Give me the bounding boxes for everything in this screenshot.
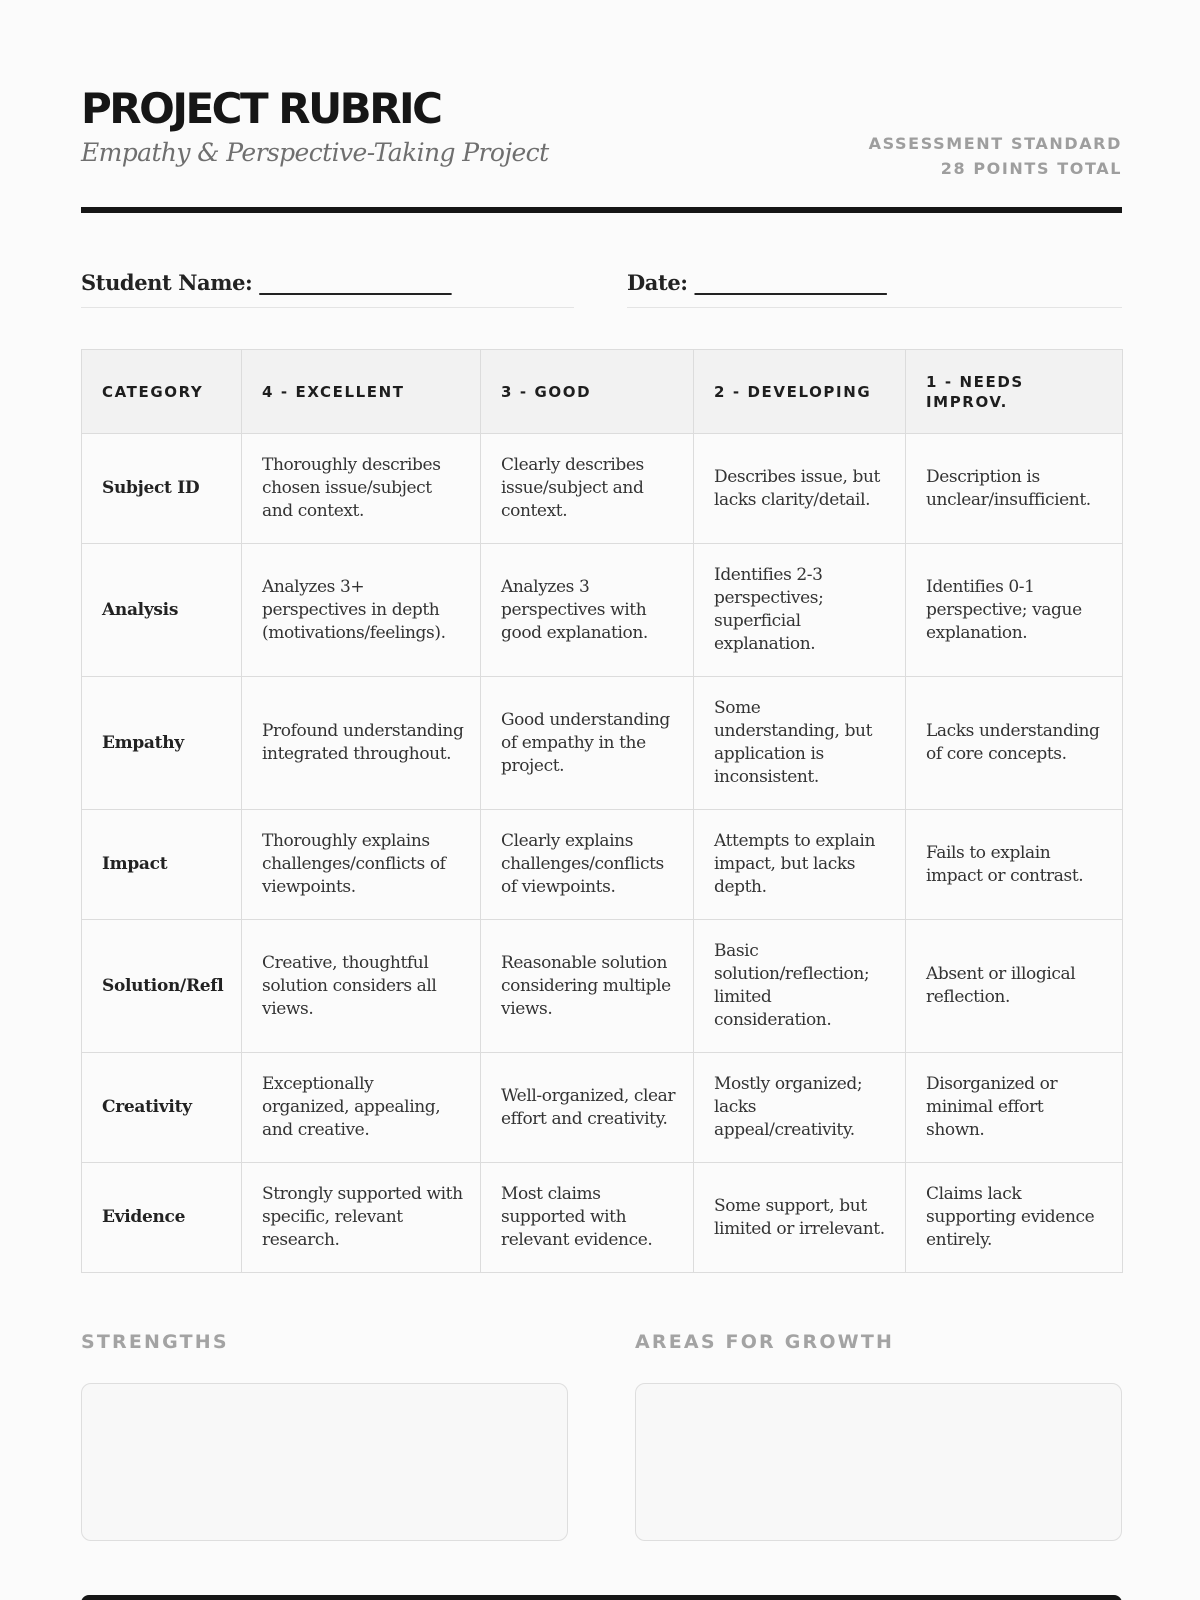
- header-category: CATEGORY: [82, 350, 242, 434]
- student-name-label: Student Name: ___________________: [81, 270, 452, 295]
- excellent-cell: Thoroughly explains challenges/conflicts of viewpoints.: [242, 810, 481, 920]
- good-cell: Well-organized, clear effort and creativity.: [481, 1053, 694, 1163]
- developing-cell: Mostly organized; lacks appeal/creativity.: [694, 1053, 906, 1163]
- good-cell: Most claims supported with relevant evidence.: [481, 1163, 694, 1273]
- table-row: [82, 920, 1123, 1053]
- developing-cell: Basic solution/reflection; limited consideration.: [694, 920, 906, 1053]
- excellent-cell: Analyzes 3+ perspectives in depth (motivations/feelings).: [242, 544, 481, 677]
- growth-box[interactable]: [635, 1383, 1122, 1541]
- footer-bar: [81, 1595, 1122, 1600]
- excellent-cell: Creative, thoughtful solution considers all views.: [242, 920, 481, 1053]
- table-row: [82, 1053, 1123, 1163]
- table-row: [82, 434, 1123, 544]
- header-needs-improvement: 1 - NEEDS IMPROV.: [906, 350, 1123, 434]
- needs-improvement-cell: Disorganized or minimal effort shown.: [906, 1053, 1123, 1163]
- needs-improvement-cell: Lacks understanding of core concepts.: [906, 677, 1123, 810]
- assessment-standard: [869, 131, 1122, 181]
- good-cell: Reasonable solution considering multiple views.: [481, 920, 694, 1053]
- category-cell: Impact: [82, 810, 242, 920]
- page-subtitle: Empathy & Perspective-Taking Project: [81, 138, 549, 167]
- excellent-cell: Strongly supported with specific, relevant research.: [242, 1163, 481, 1273]
- header-divider: [81, 207, 1122, 213]
- good-cell: Good understanding of empathy in the project.: [481, 677, 694, 810]
- needs-improvement-cell: Fails to explain impact or contrast.: [906, 810, 1123, 920]
- developing-cell: Some understanding, but application is inconsistent.: [694, 677, 906, 810]
- good-cell: Clearly explains challenges/conflicts of viewpoints.: [481, 810, 694, 920]
- assessment-standard-label: ASSESSMENT STANDARD: [868, 134, 1122, 153]
- needs-improvement-cell: Absent or illogical reflection.: [906, 920, 1123, 1053]
- category-cell: Evidence: [82, 1163, 242, 1273]
- developing-cell: Describes issue, but lacks clarity/detail.: [694, 434, 906, 544]
- category-cell: Empathy: [82, 677, 242, 810]
- strengths-label: STRENGTHS: [81, 1331, 229, 1353]
- strengths-box[interactable]: [81, 1383, 568, 1541]
- category-cell: Subject ID: [82, 434, 242, 544]
- needs-improvement-cell: Claims lack supporting evidence entirely.: [906, 1163, 1123, 1273]
- good-cell: Clearly describes issue/subject and context.: [481, 434, 694, 544]
- header-excellent: 4 - EXCELLENT: [242, 350, 481, 434]
- rubric-header-row: [82, 350, 1123, 434]
- needs-improvement-cell: Identifies 0-1 perspective; vague explanation.: [906, 544, 1123, 677]
- developing-cell: Attempts to explain impact, but lacks depth.: [694, 810, 906, 920]
- developing-cell: Some support, but limited or irrelevant.: [694, 1163, 906, 1273]
- category-cell: Analysis: [82, 544, 242, 677]
- page-title: PROJECT RUBRIC: [81, 84, 441, 133]
- header: [81, 84, 1122, 178]
- date-label: Date: ___________________: [627, 270, 887, 295]
- good-cell: Analyzes 3 perspectives with good explanation.: [481, 544, 694, 677]
- rubric-table: [81, 349, 1123, 1273]
- date-field[interactable]: [627, 266, 1122, 308]
- excellent-cell: Exceptionally organized, appealing, and creative.: [242, 1053, 481, 1163]
- header-developing: 2 - DEVELOPING: [694, 350, 906, 434]
- points-total: 28 POINTS TOTAL: [940, 159, 1122, 178]
- growth-label: AREAS FOR GROWTH: [635, 1331, 895, 1353]
- table-row: [82, 544, 1123, 677]
- developing-cell: Identifies 2-3 perspectives; superficial explanation.: [694, 544, 906, 677]
- category-cell: Creativity: [82, 1053, 242, 1163]
- table-row: [82, 810, 1123, 920]
- category-cell: Solution/Refl: [82, 920, 242, 1053]
- table-row: [82, 1163, 1123, 1273]
- student-name-field[interactable]: [81, 266, 574, 308]
- excellent-cell: Profound understanding integrated throughout.: [242, 677, 481, 810]
- table-row: [82, 677, 1123, 810]
- excellent-cell: Thoroughly describes chosen issue/subject and context.: [242, 434, 481, 544]
- header-good: 3 - GOOD: [481, 350, 694, 434]
- needs-improvement-cell: Description is unclear/insufficient.: [906, 434, 1123, 544]
